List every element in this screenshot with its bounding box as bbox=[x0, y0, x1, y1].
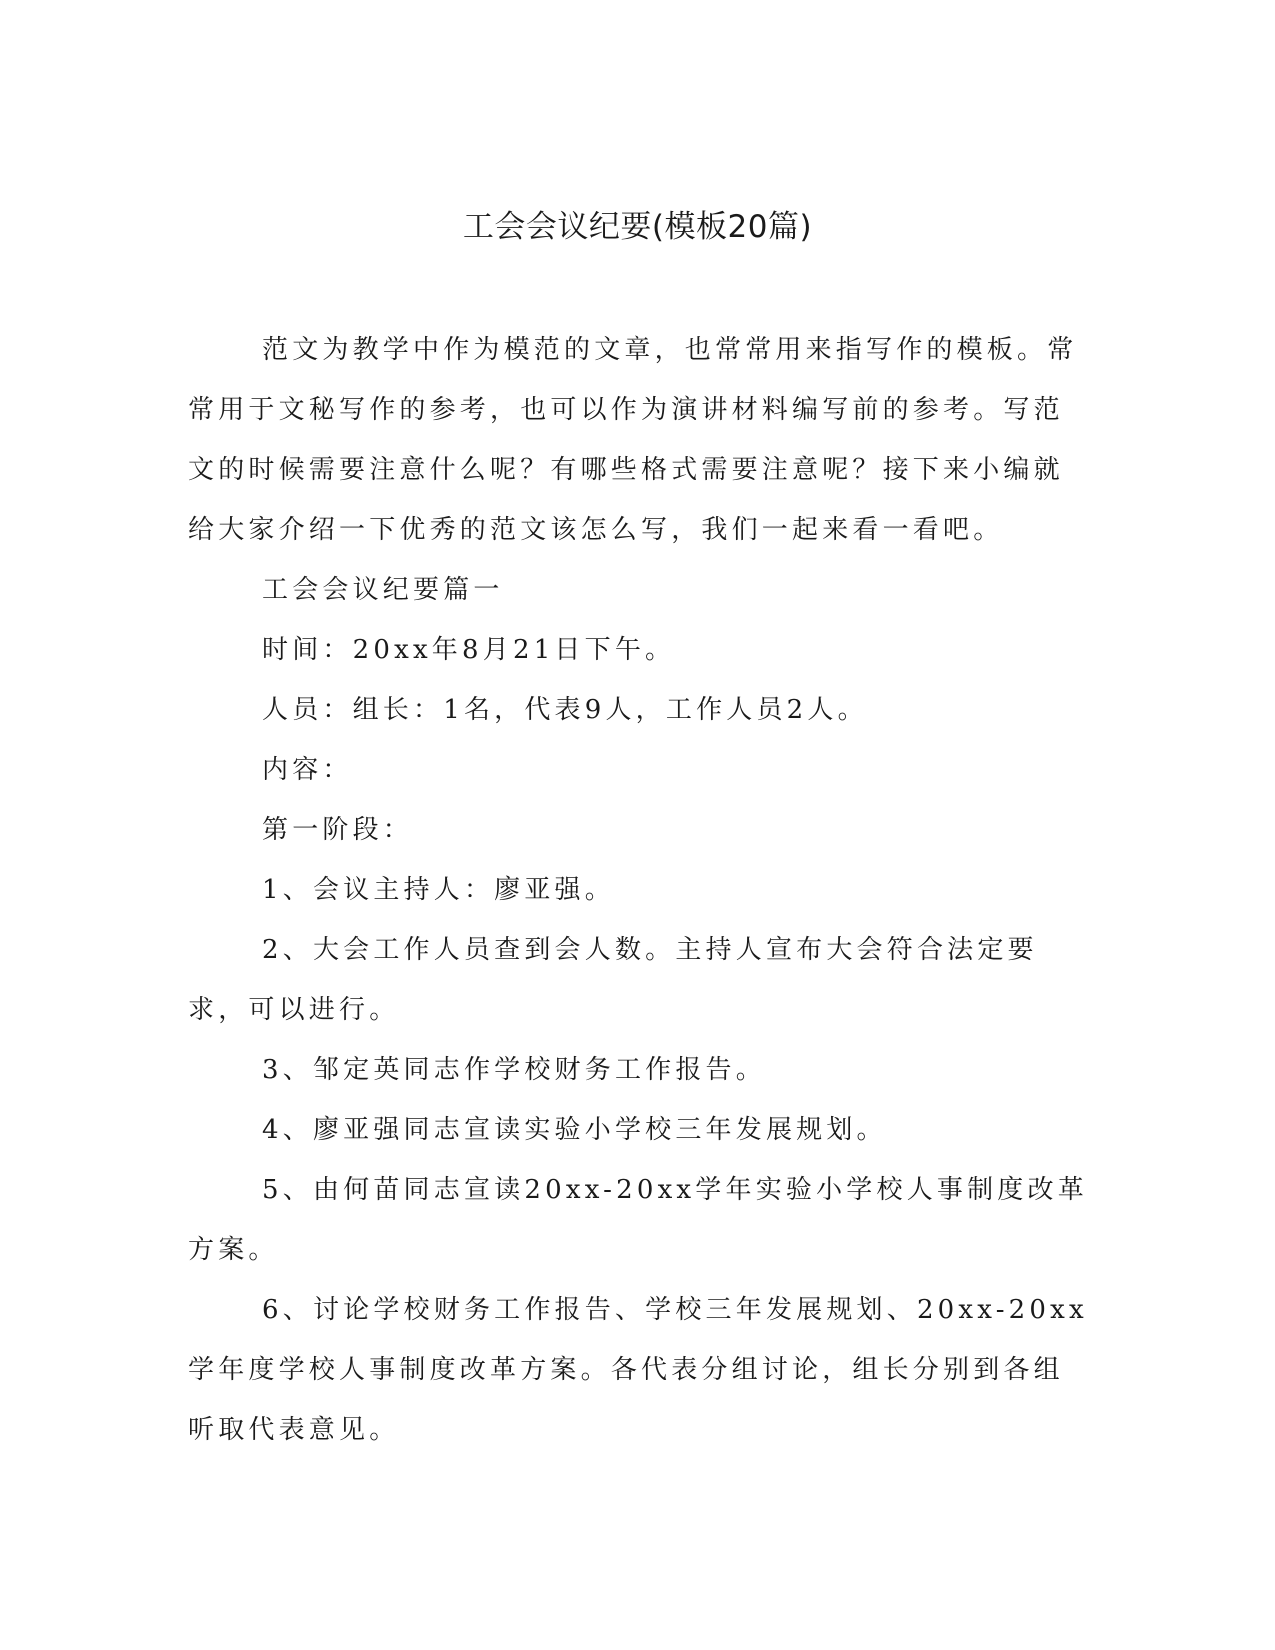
agenda-item-2: 2、大会工作人员查到会人数。主持人宣布大会符合法定要求，可以进行。 bbox=[188, 935, 1038, 1025]
agenda-item-5: 5、由何苗同志宣读20xx-20xx学年实验小学校人事制度改革方案。 bbox=[188, 1175, 1088, 1265]
agenda-item-1: 1、会议主持人：廖亚强。 bbox=[262, 875, 615, 905]
meeting-time: 时间：20xx年8月21日下午。 bbox=[262, 635, 676, 665]
agenda-item-3: 3、邹定英同志作学校财务工作报告。 bbox=[262, 1055, 766, 1085]
section-heading: 工会会议纪要篇一 bbox=[262, 575, 504, 605]
meeting-attendees: 人员：组长：1名，代表9人，工作人员2人。 bbox=[262, 695, 868, 725]
document-title: 工会会议纪要(模板20篇) bbox=[462, 209, 813, 245]
agenda-item-6: 6、讨论学校财务工作报告、学校三年发展规划、20xx-20xx学年度学校人事制度改革方案。各代表分组讨论，组长分别到各组听取代表意见。 bbox=[188, 1295, 1088, 1445]
agenda-item-4: 4、廖亚强同志宣读实验小学校三年发展规划。 bbox=[262, 1115, 887, 1145]
content-label: 内容： bbox=[262, 755, 353, 785]
stage-label: 第一阶段： bbox=[262, 815, 414, 845]
document-body bbox=[188, 320, 1088, 1460]
intro-paragraph: 范文为教学中作为模范的文章，也常常用来指写作的模板。常常用于文秘写作的参考，也可以作为演讲材料编写前的参考。写范文的时候需要注意什么呢？有哪些格式需要注意呢？接下来小编就给大家介绍一下优秀的范文该怎么写，我们一起来看一看吧。 bbox=[188, 335, 1078, 545]
